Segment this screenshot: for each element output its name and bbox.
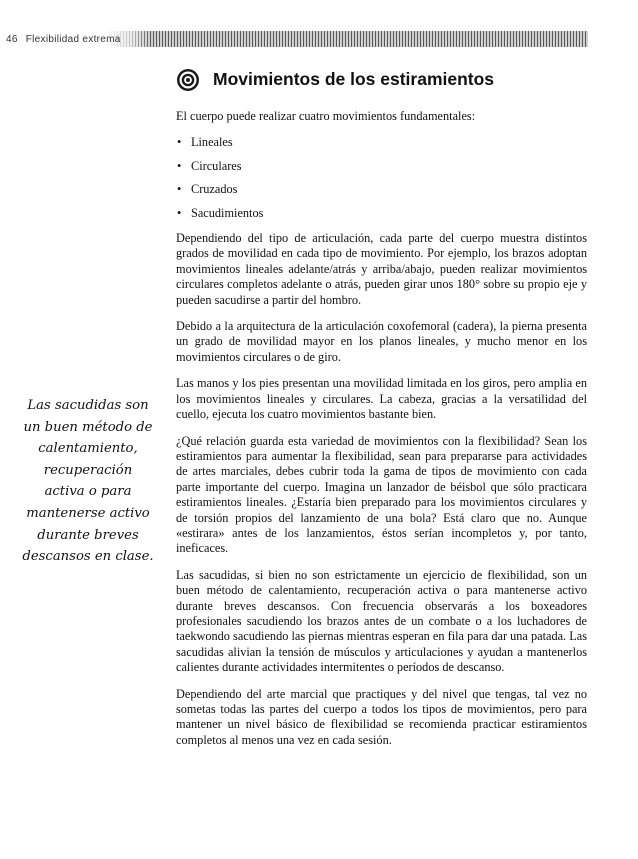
paragraph: Dependiendo del tipo de articulación, cada parte del cuerpo muestra distintos grados de movilidad en cada tipo de movimiento. Por ejemplo, los brazos adoptan movimientos lineales adelante/atrás y arriba/abajo, pueden realizar movimientos circulares completos adelante o atrás, pueden girar unos 180° sobre su propio eje y pueden sacudirse a partir del hombro. (176, 231, 587, 307)
paragraph: ¿Qué relación guarda esta variedad de movimientos con la flexibilidad? Sean los estiramientos para aumentar la flexibilidad, sean para prepararse para actividades de artes marciales, debes cubrir toda la gama de tipos de movimiento con cada parte importante del cuerpo. Imagina un lanzador de béisbol que sólo practicara estiramientos lineales. ¿Estaría bien preparado para los movimientos circulares y de torsión propios del lanzamiento de una bola? Está claro que no. Aunque «estirara» antes de los lanzamientos, éstos serían incompletos y, por tanto, ineficaces. (176, 433, 587, 556)
paragraph: Dependiendo del arte marcial que practiques y del nivel que tengas, tal vez no sometas todas las partes del cuerpo a todos los tipos de movimientos, pero para mantener un nivel básico de flexibilidad se recomienda practicar estiramientos completos al menos una vez en cada sesión. (176, 686, 587, 747)
movement-list (176, 135, 587, 221)
section-heading (176, 68, 587, 92)
intro-text: El cuerpo puede realizar cuatro movimientos fundamentales: (176, 109, 476, 123)
paragraph: Las sacudidas, si bien no son estrictamente un ejercicio de flexibilidad, son un buen método de calentamiento, recuperación activa o para mantenerse activo durante breves descansos. Con frecuencia observarás a los boxeadores profesionales sacudiendo los brazos antes de un combate o a los luchadores de taekwondo sacudiendo las piernas mientras esperan en fila para dar una patada. Las sacudidas alivian la tensión de músculos y articulaciones y ayudan a mantenerlos calientes durante actividades intermitentes o períodos de descanso. (176, 567, 587, 675)
sidebar-quote: Las sacudidas son un buen método de calentamiento, recuperación activa o para mantenerse activo durante breves descansos en clase. (22, 398, 154, 565)
target-icon (176, 68, 200, 92)
book-title: Flexibilidad extrema (25, 33, 121, 45)
list-item: • Sacudimientos (176, 206, 587, 221)
main-content (176, 68, 587, 759)
list-item: • Circulares (176, 159, 587, 174)
list-item: • Cruzados (176, 182, 587, 197)
paragraph: Las manos y los pies presentan una movilidad limitada en los giros, pero amplia en los movimientos lineales y circulares. La cabeza, gracias a la versatilidad del cuello, ejecuta los cuatro movimientos bastante bien. (176, 376, 587, 422)
section-title: Movimientos de los estiramientos (213, 69, 495, 90)
page-number: 46 (6, 33, 18, 45)
list-item: • Lineales (176, 135, 587, 150)
running-header (0, 31, 150, 47)
paragraph: Debido a la arquitectura de la articulación coxofemoral (cadera), la pierna presenta un grado de movilidad mayor en los planos lineales, y mucho menor en los movimientos circulares o de giro. (176, 319, 587, 364)
